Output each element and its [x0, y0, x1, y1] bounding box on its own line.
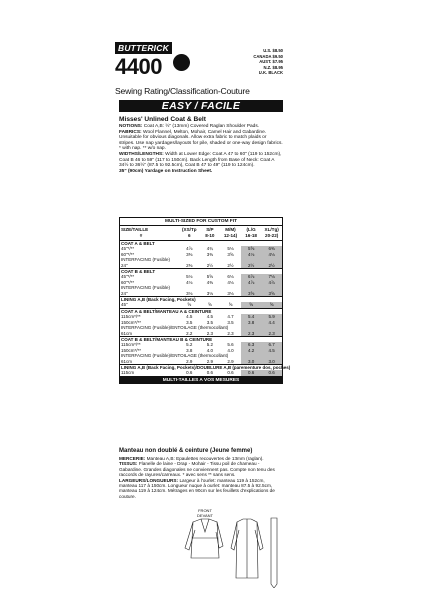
table-cell: 5.2 [186, 342, 193, 348]
table-cell: 4⅞ [261, 280, 282, 285]
table-cell: 4⅛ [186, 279, 193, 285]
table-row [120, 359, 282, 364]
table-cell: 3⅛ [186, 290, 193, 296]
table-cell: 0.6 [186, 370, 193, 376]
table-cell: 6⅛ [227, 274, 234, 280]
table-cell: 5.9 [261, 314, 282, 319]
row-label: 45" [121, 302, 128, 308]
fabrics-text: Wool Flannel, Melton, Mohair, Camel Hair and Gabardine. Unsuitable for obvious diagonals. Allow extra fabric to match plaids or stripes. Use nap yardages/layouts for pile, shaded or one-way design fabrics. * with nap. ** w/o nap. [119, 129, 283, 152]
table-cell: 2½ [206, 262, 214, 268]
tissus-text: Flanelle de laine - Drap - Mohair - Tissu poil de chameau - Gabardine. Grandes diagonales ne conviennent pas. Compte non tenu des raccords de rayures/carreaux. * avec sens ** sans sens. [119, 461, 275, 478]
table-cell: 5.4 [241, 314, 262, 319]
widths-paragraph [119, 152, 283, 169]
french-description [119, 456, 283, 499]
section-heading: COAT B & BELT [121, 269, 156, 275]
table-cell: ⅝ [208, 302, 212, 308]
table-cell: 0.6 [227, 370, 234, 376]
table-row [120, 291, 282, 296]
coat-back-sleeve [255, 522, 263, 550]
size-sub: # [139, 233, 143, 238]
table-section [119, 337, 283, 365]
table-cell: ⅝ [261, 302, 282, 307]
notions-label: NOTIONS: [119, 124, 143, 129]
table-cell: 4.0 [227, 347, 234, 353]
price-item: CANADA $9.50 [253, 53, 283, 59]
table-row [120, 302, 282, 307]
table-cell: 3⅜ [186, 251, 193, 257]
table-cell: 3.0 [261, 359, 282, 364]
table-cell: 4.5 [206, 314, 214, 320]
size-name: (XS/Tp [182, 227, 197, 232]
table-cell: 4⅛ [241, 252, 262, 257]
table-cell: 3⅛ [227, 290, 234, 296]
table-cell: 2.3 [241, 331, 262, 336]
table-cell: 4⅞ [241, 280, 262, 285]
row-label: INTERFACING (Fusible)/ENTOILAGE (thermocollant) [121, 353, 229, 359]
table-cell: 5.2 [206, 342, 214, 348]
mercerie-label: MERCERIE: [119, 456, 146, 461]
table-section [119, 309, 283, 337]
coat-front-drawing [191, 519, 219, 558]
coat-back-sleeve [231, 522, 239, 550]
table-cell: 3.5 [206, 319, 214, 325]
widths-text: Width at Lower Edge: Coat A 47 to 60" (119 to 152cm), Coat B 46 to 59" (117 to 150cm). Back Length from Base of Neck: Coat A 34½ to 36½" (87.5 to 92.5cm), Coat B 47 to 49" (119 to 124cm). [119, 151, 282, 169]
table-section [119, 269, 283, 297]
table-row [120, 370, 282, 375]
size-name: (L/G [246, 227, 256, 232]
size-range: 8-10 [205, 233, 215, 238]
size-range: 6 [188, 233, 191, 238]
row-label: INTERFACING (Fusible)/ENTOILAGE (thermocollant) [121, 325, 229, 331]
largeurs-paragraph [119, 478, 283, 500]
row-label: 24" [121, 290, 128, 296]
section-heading: COAT A & BELT [121, 241, 155, 246]
table-cell: 4.5 [186, 314, 193, 320]
size-range: 12-14) [223, 233, 238, 238]
table-cell: 3.5 [227, 319, 234, 325]
table-cell: 0.6 [261, 370, 282, 375]
table-cell: 7⅛ [261, 274, 282, 279]
table-cell: 3⅝ [227, 251, 234, 257]
section-heading: LINING A,B (Back Facing, Pockets) [121, 297, 196, 303]
sewing-rating: Sewing Rating/Classification-Couture [115, 86, 250, 96]
table-cell: 2.9 [206, 358, 214, 364]
table-footer: MULTI-TAILLES A VOS MESURES [119, 377, 283, 384]
table-cell: 6.3 [241, 342, 262, 347]
table-cell: 4⅛ [227, 279, 234, 285]
table-cell: 5⅝ [206, 274, 214, 280]
table-cell: 6.7 [261, 342, 282, 347]
table-cell: ⅝ [187, 302, 192, 308]
yardage-note [119, 169, 283, 175]
size-header [120, 226, 179, 240]
row-label: 24" [121, 262, 128, 268]
row-label: 60"*/** [121, 251, 135, 257]
table-cell: 4⅜ [206, 279, 214, 285]
notions-text: Coat A,B: ½" (13mm) Covered Raglan Shoulder Pads. [143, 124, 260, 129]
table-cell: 4⅛ [261, 252, 282, 257]
section-heading: COAT A & BELT/MANTEAU A & CEINTURE [121, 308, 212, 314]
table-cell: ⅝ [241, 302, 262, 307]
row-label: INTERFACING (Fusible) [121, 257, 171, 263]
table-row [120, 331, 282, 336]
table-cell: 5.6 [227, 342, 234, 348]
table-cell: 3.5 [186, 319, 193, 325]
size-range: 16-18 [245, 233, 257, 238]
mercerie-text: Manteau A,B: Epaulettes recouvertes de 13mm (raglan). [146, 456, 264, 461]
row-label: 115cm*/** [121, 314, 141, 320]
table-cell: 0.6 [206, 370, 214, 376]
row-label: 150cm*/** [121, 347, 142, 353]
table-cell: 2.3 [227, 330, 234, 336]
black-dot-icon [173, 54, 190, 71]
row-label: 45"*/** [121, 274, 135, 280]
belt-drawing [271, 518, 277, 588]
price-list [253, 48, 283, 76]
table-cell: 3.0 [241, 359, 262, 364]
table-cell: 0.6 [241, 370, 262, 375]
table-cell: 3⅛ [206, 290, 214, 296]
brand-logo: BUTTERICK [115, 42, 172, 54]
size-name: S/P [206, 227, 214, 232]
imperial-sections [119, 241, 283, 309]
price-item: AUST. $7.95 [259, 59, 283, 65]
table-header [119, 226, 283, 241]
table-cell: 2⅜ [186, 262, 193, 268]
table-cell: 2.3 [206, 330, 214, 336]
table-cell: 6⅞ [241, 274, 262, 279]
pattern-envelope-back [115, 42, 291, 548]
table-cell: 4.5 [261, 348, 282, 353]
table-cell: 3.8 [241, 320, 262, 325]
difficulty-banner: EASY / FACILE [119, 100, 283, 112]
price-item: U.K. BLACK [258, 70, 283, 76]
table-cell: 3⅝ [241, 291, 262, 296]
table-cell: 4¾ [206, 246, 214, 252]
coat-drawings [173, 508, 283, 588]
table-section [119, 297, 283, 309]
table-section [119, 364, 291, 377]
metric-sections [119, 308, 291, 377]
table-cell: 4.2 [241, 348, 262, 353]
table-cell: 3⅝ [261, 291, 282, 296]
table-cell: 6⅜ [261, 246, 282, 251]
largeurs-label: LARGEURS/LONGUEURS: [119, 477, 179, 483]
section-heading: LINING A,B (Back Facing, Pockets)/DOUBLURE A,B (parementure dos, poches) [121, 364, 291, 370]
table-cell: 3⅜ [206, 251, 214, 257]
row-label: 61cm [121, 358, 133, 364]
size-column [241, 226, 262, 240]
pattern-number: 4400 [115, 54, 162, 79]
table-cell: 2.9 [186, 358, 193, 364]
row-label: 60"*/** [121, 279, 135, 285]
french-title: Manteau non doublé & ceinture (Jeune femme) [119, 448, 253, 454]
pattern-title: Misses' Unlined Coat & Belt [119, 116, 206, 123]
size-column [200, 226, 221, 240]
table-cell: 5⅝ [241, 246, 262, 251]
devant-label: DEVANT [197, 513, 213, 518]
table-title: MULTI-SIZED FOR CUSTOM FIT [119, 217, 283, 226]
english-description [119, 124, 283, 174]
fabrics-paragraph [119, 130, 283, 152]
table-cell: 2½ [261, 263, 282, 268]
price-item: N.Z. $8.95 [263, 64, 283, 70]
table-cell: 4.0 [206, 347, 214, 353]
size-range: 20-22) [265, 233, 279, 238]
table-cell: 3.8 [186, 347, 193, 353]
front-label: FRONT [198, 508, 212, 513]
row-label: 115cm*/** [121, 342, 141, 348]
row-label: INTERFACING (Fusible) [121, 285, 171, 291]
table-cell: 4.4 [261, 320, 282, 325]
table-cell: 4⅞ [186, 246, 193, 252]
table-cell: 2.2 [186, 330, 193, 336]
size-label: SIZE/TAILLE [121, 227, 149, 232]
row-label: 61cm [121, 330, 133, 336]
size-name: XL/Tg) [264, 227, 279, 232]
yardage-note-text: 35" (90cm) Yardage on Instruction Sheet. [119, 168, 213, 174]
table-cell: 5⅛ [227, 246, 234, 252]
table-cell: 2.3 [261, 331, 282, 336]
section-heading: COAT B & BELT/MANTEAU B & CEINTURE [121, 336, 213, 342]
table-cell: 2.9 [227, 358, 234, 364]
yardage-table [119, 217, 291, 384]
technical-drawings [173, 508, 283, 588]
table-cell: 2½ [227, 262, 234, 268]
table-section [119, 241, 283, 269]
row-label: 150cm*/** [121, 319, 142, 325]
size-column [261, 226, 282, 240]
coat-front-sleeve [185, 522, 195, 550]
size-name: M/M) [225, 227, 236, 232]
row-label: 45"*/** [121, 246, 135, 252]
size-column [179, 226, 200, 240]
table-cell: ⅝ [228, 302, 233, 308]
tissus-paragraph [119, 461, 283, 477]
table-cell: 5⅛ [186, 274, 193, 280]
row-label: 115cm [121, 370, 135, 376]
widths-label: WIDTHS/LENGTHS: [119, 151, 164, 157]
table-cell: 2½ [241, 263, 262, 268]
table-cell: 4.7 [227, 314, 234, 320]
largeurs-text: Largeur à l'ourlet: manteau 119 à 152cm, manteau 117 à 150cm. Longueur nuque à ourlet: manteau 87.5 à 92.5cm, manteau 119 à 124cm. Métrages en 90cm sur les feuillets d'explications de couture. [119, 477, 275, 499]
price-item: U.S. $8.50 [263, 48, 283, 53]
tissus-label: TISSUS: [119, 461, 138, 467]
table-row [120, 263, 282, 268]
fabrics-label: FABRICS: [119, 129, 142, 135]
size-column [220, 226, 241, 240]
coat-front-lapel [201, 519, 209, 532]
